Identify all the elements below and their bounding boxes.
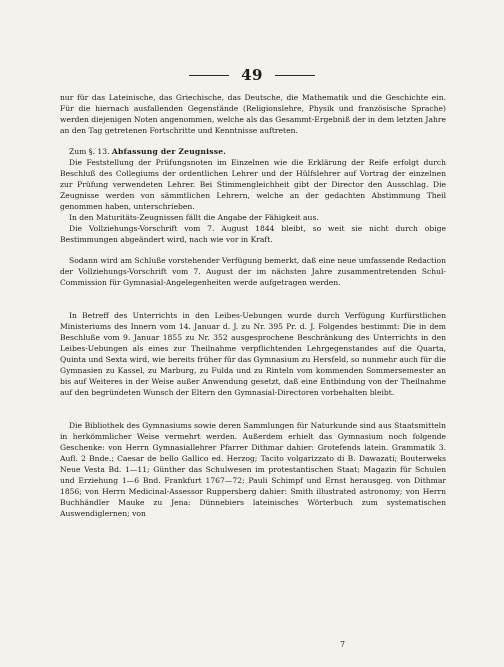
header-rule-right bbox=[275, 75, 315, 76]
page-header bbox=[0, 66, 504, 84]
paragraph-maturity: In den Maturitäts-Zeugnissen fällt die Angabe der Fähigkeit aus. bbox=[69, 213, 319, 222]
header-rule-left bbox=[189, 75, 229, 76]
paragraph-redaction: Sodann wird am Schluße vorstehender Verfügung bemerkt, daß eine neue umfassende Redaction der Vollziehungs-Vorschrift vom 7. August der im nächsten Jahre zusammentretenden Schul-Commission für Gymnasial-Angelegenheiten werde aufgetragen werden. bbox=[60, 256, 446, 287]
page-body bbox=[60, 92, 446, 519]
paragraph-regulation: Die Vollziehungs-Vorschrift vom 7. August 1844 bleibt, so weit sie nicht durch obige Bestimmungen abgeändert wird, nach wie vor in Kraft. bbox=[60, 224, 446, 244]
signature-mark: 7 bbox=[340, 640, 346, 649]
section-number: Zum §. 13. bbox=[69, 147, 110, 156]
section-heading bbox=[60, 146, 446, 157]
paragraph-grades: nur für das Lateinische, das Griechische, das Deutsche, die Mathematik und die Geschichte ein. Für die hiernach ausfallenden Gegenstände (Religionslehre, Physik und französische Sprache) werden diejenigen Noten angenommen, welche als das Gesammt-Ergebniß der in dem letzten Jahre an den Tag getretenen Fortschritte und Kenntnisse auftreten. bbox=[60, 93, 446, 135]
page-number: 49 bbox=[241, 66, 263, 84]
section-title: Abfassung der Zeugnisse. bbox=[111, 147, 227, 156]
paragraph-physical-exercise: In Betreff des Unterrichts in den Leibes-Uebungen wurde durch Verfügung Kurfürstlichen Ministeriums des Innern vom 14. Januar d. J. zu Nr. 395 Pr. d. J. Folgendes bestimmt: Die in dem Beschluße vom 9. Januar 1855 zu Nr. 352 ausgesprochene Beschränkung des Unterrichts in den Leibes-Uebungen als eines zur Theilnahme verpflichtenden Lehrgegenstandes auf die Quarta, Quinta und Sexta wird, wie bereits früher für das Gymnasium zu Hersfeld, so nunmehr auch für die Gymnasien zu Kassel, zu Marburg, zu Fulda und zu Rinteln vom kommenden Sommersemester an bis auf Weiteres in der Weise außer Anwendung gesetzt, daß eine Entbindung von der Theilnahme auf den begründeten Wunsch der Eltern den Gymnasial-Directoren vorbehalten bleibt. bbox=[60, 311, 446, 397]
paragraph-library: Die Bibliothek des Gymnasiums sowie deren Sammlungen für Naturkunde sind aus Staatsmitteln in herkömmlicher Weise vermehrt werden. Außerdem erhielt das Gymnasium noch folgende Geschenke: von Herrn Gymnasiallehrer Pfarrer Dithmar dahier: Grotefends latein. Grammatik 3. Aufl. 2 Bnde.; Caesar de bello Gallico ed. Herzog; Tacito volgarizzato di B. Dawazati; Bouterweks Neue Vesta Bd. 1—11; Günther das Schulwesen im protestantischen Staat; Magazin für Schulen und Erziehung 1—6 Bnd. Frankfurt 1767—72; Pauli Schimpf und Ernst herausgeg. von Dithmar 1856; von Herrn Medicinal-Assessor Ruppersberg dahier: Smith illustrated astronomy; von Herrn Buchhändler Mauke zu Jena: Dünnebiers lateinisches Wörterbuch zum systematischen Auswendiglernen; von bbox=[60, 421, 446, 518]
paragraph-determination: Die Feststellung der Prüfungsnoten im Einzelnen wie die Erklärung der Reife erfolgt durch Beschluß des Collegiums der ordentlichen Lehrer und der Hülfslehrer auf Vortrag der einzelnen zur Prüfung verwendeten Lehrer. Bei Stimmengleichheit gibt der Director den Ausschlag. Die Zeugnisse werden von sämmtlichen Lehrern, welche an der gedachten Abstimmung Theil genommen haben, unterschrieben. bbox=[60, 158, 446, 211]
